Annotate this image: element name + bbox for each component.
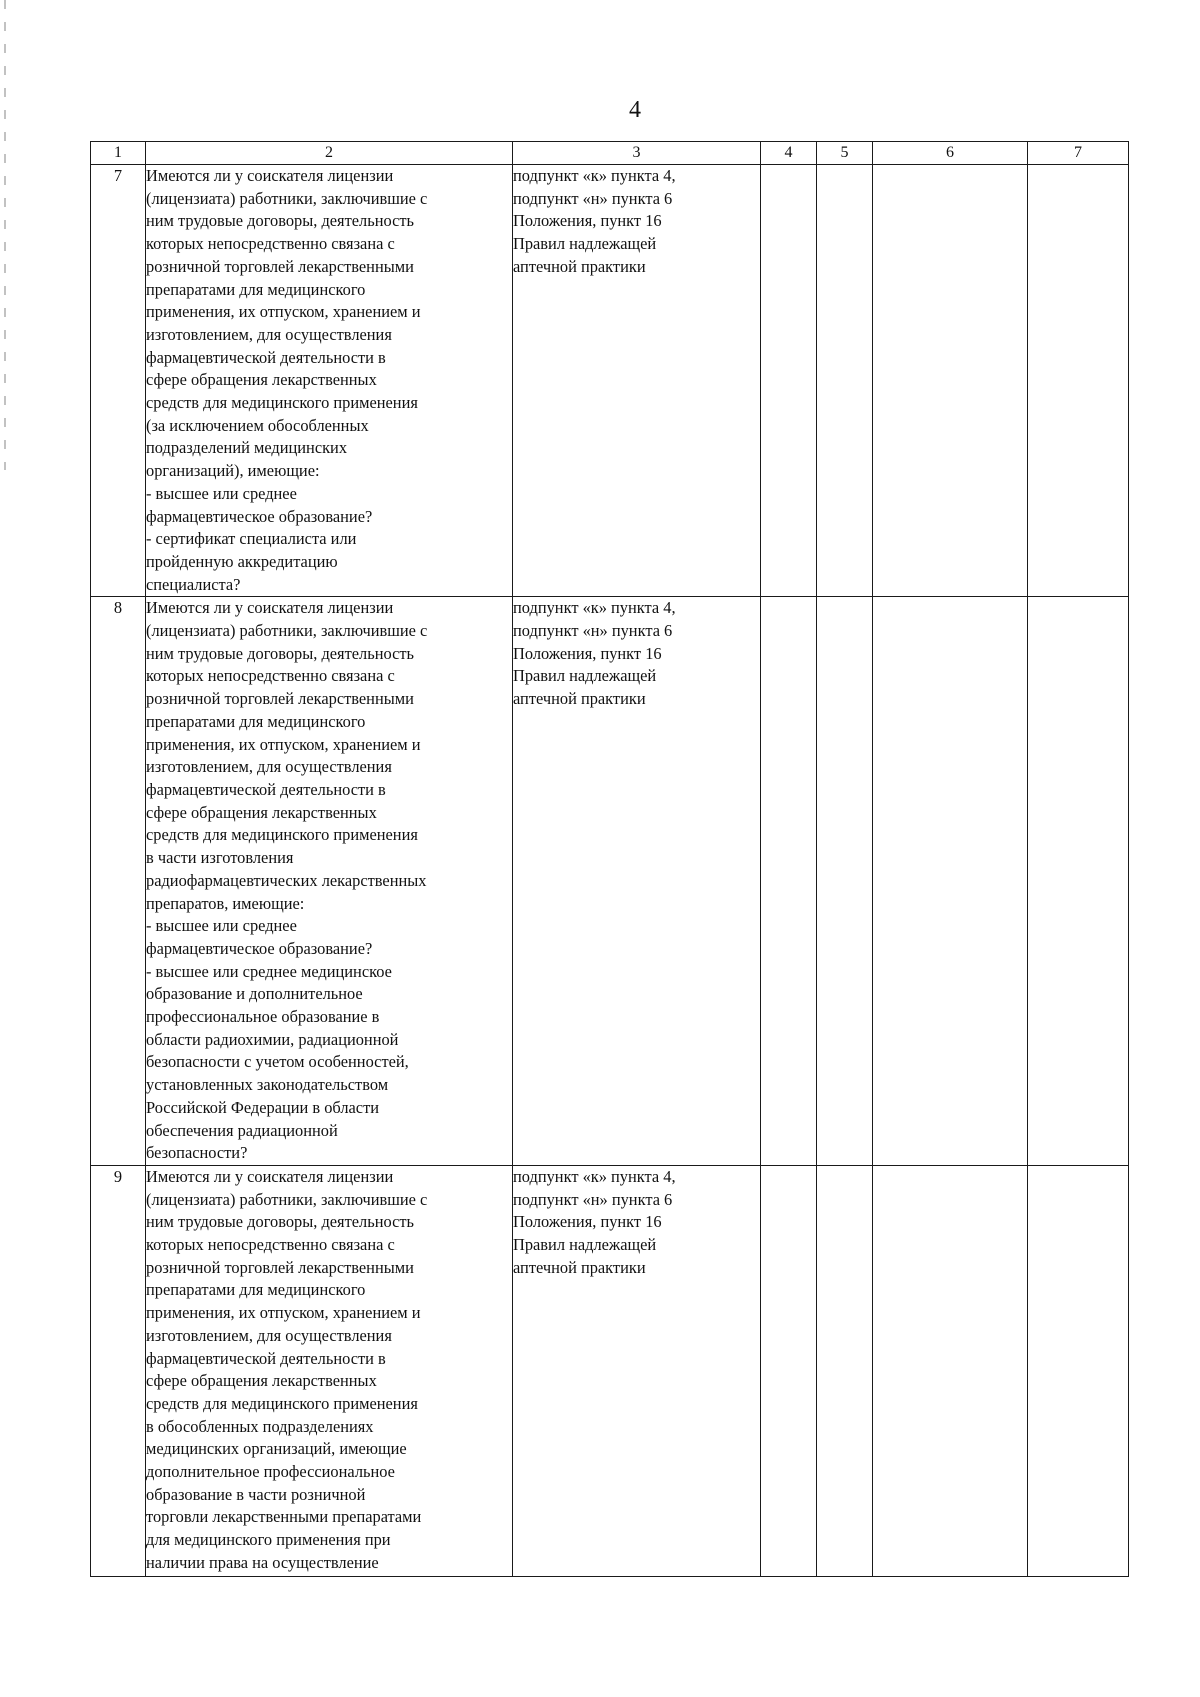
column-header-4: 4 — [761, 142, 817, 165]
row-number: 9 — [91, 1165, 146, 1576]
page-number: 4 — [629, 97, 641, 123]
answer-cell-4 — [761, 597, 817, 1166]
table-row — [91, 597, 1129, 1166]
question-text: Имеются ли у соискателя лицензии (лицензиата) работники, заключившие с ним трудовые договоры, деятельность которых непосредственно связана с розничной торговлей лекарственными препаратами для медицинского применения, их отпуском, хранением и изготовлением, для осуществления фармацевтической деятельности в сфере обращения лекарственных средств для медицинского применения (за исключением обособленных подразделений медицинских организаций), имеющие: - высшее или среднее фармацевтическое образование? - сертификат специалиста или пройденную аккредитацию специалиста? — [146, 165, 513, 597]
answer-cell-6 — [873, 165, 1028, 597]
checklist-table — [90, 141, 1129, 1577]
answer-cell-5 — [817, 1165, 873, 1576]
answer-cell-4 — [761, 1165, 817, 1576]
legal-reference: подпункт «к» пункта 4, подпункт «н» пункта 6 Положения, пункт 16 Правил надлежащей аптечной практики — [513, 597, 761, 1166]
column-header-2: 2 — [146, 142, 513, 165]
answer-cell-5 — [817, 165, 873, 597]
scan-edge-artifact — [4, 0, 6, 470]
column-header-5: 5 — [817, 142, 873, 165]
legal-reference: подпункт «к» пункта 4, подпункт «н» пункта 6 Положения, пункт 16 Правил надлежащей аптечной практики — [513, 165, 761, 597]
answer-cell-7 — [1028, 597, 1129, 1166]
question-text: Имеются ли у соискателя лицензии (лицензиата) работники, заключившие с ним трудовые договоры, деятельность которых непосредственно связана с розничной торговлей лекарственными препаратами для медицинского применения, их отпуском, хранением и изготовлением, для осуществления фармацевтической деятельности в сфере обращения лекарственных средств для медицинского применения в части изготовления радиофармацевтических лекарственных препаратов, имеющие: - высшее или среднее фармацевтическое образование? - высшее или среднее медицинское образование и дополнительное профессиональное образование в области радиохимии, радиационной безопасности с учетом особенностей, установленных законодательством Российской Федерации в области обеспечения радиационной безопасности? — [146, 597, 513, 1166]
answer-cell-5 — [817, 597, 873, 1166]
row-number: 8 — [91, 597, 146, 1166]
answer-cell-6 — [873, 1165, 1028, 1576]
answer-cell-6 — [873, 597, 1028, 1166]
legal-reference: подпункт «к» пункта 4, подпункт «н» пункта 6 Положения, пункт 16 Правил надлежащей аптечной практики — [513, 1165, 761, 1576]
table-row — [91, 1165, 1129, 1576]
table-header-row — [91, 142, 1129, 165]
answer-cell-7 — [1028, 165, 1129, 597]
row-number: 7 — [91, 165, 146, 597]
question-text: Имеются ли у соискателя лицензии (лицензиата) работники, заключившие с ним трудовые договоры, деятельность которых непосредственно связана с розничной торговлей лекарственными препаратами для медицинского применения, их отпуском, хранением и изготовлением, для осуществления фармацевтической деятельности в сфере обращения лекарственных средств для медицинского применения в обособленных подразделениях медицинских организаций, имеющие дополнительное профессиональное образование в части розничной торговли лекарственными препаратами для медицинского применения при наличии права на осуществление — [146, 1165, 513, 1576]
answer-cell-7 — [1028, 1165, 1129, 1576]
answer-cell-4 — [761, 165, 817, 597]
table-row — [91, 165, 1129, 597]
column-header-1: 1 — [91, 142, 146, 165]
column-header-7: 7 — [1028, 142, 1129, 165]
column-header-3: 3 — [513, 142, 761, 165]
column-header-6: 6 — [873, 142, 1028, 165]
